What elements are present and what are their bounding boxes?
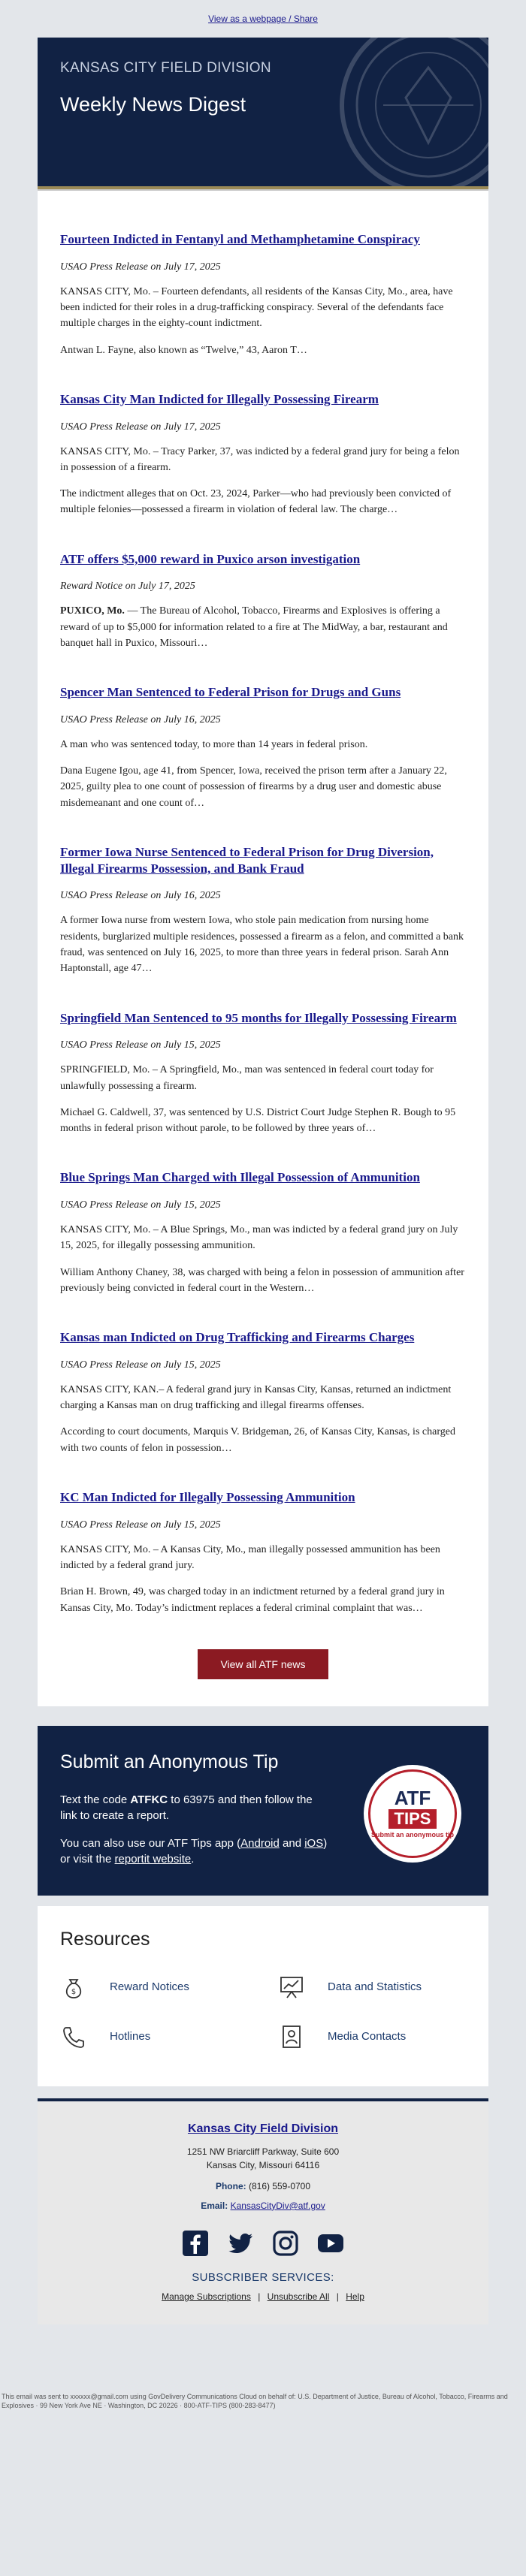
news-item-summary: Michael G. Caldwell, 37, was sentenced by U.S. District Court Judge Stephen R. Bough to 95 months in federal prison without parole, to be followed by three years of… xyxy=(60,1106,456,1135)
tip-text: to 63975 and then follow the link to create a report. xyxy=(60,1793,313,1823)
reward-notices-link[interactable] xyxy=(60,1974,189,2001)
news-item-summary: According to court documents, Marquis V. Bridgeman, 26, of Kansas City, Kansas, is charged with two counts of felon in possession… xyxy=(60,1426,455,1454)
news-item xyxy=(60,231,466,358)
news-item-meta: USAO Press Release on July 15, 2025 xyxy=(60,1519,221,1531)
news-item-meta: USAO Press Release on July 17, 2025 xyxy=(60,421,221,433)
tip-text-code xyxy=(60,1792,316,1824)
reportit-link[interactable]: reportit website xyxy=(114,1853,192,1866)
news-item-summary: KANSAS CITY, Mo. – Tracy Parker, 37, was indicted by a federal grand jury for being a felon in possession of a firearm. xyxy=(60,445,460,473)
email-label: Email: xyxy=(201,2200,228,2211)
news-item-title-link[interactable]: Kansas man Indicted on Drug Trafficking and Firearms Charges xyxy=(60,1330,415,1345)
subscriber-links xyxy=(53,2291,473,2302)
news-item xyxy=(60,1010,466,1137)
news-item-summary: Antwan L. Fayne, also known as “Twelve,” 43, Aaron T… xyxy=(60,344,307,356)
manage-subscriptions-link[interactable]: Manage Subscriptions xyxy=(162,2291,251,2302)
data-statistics-link[interactable] xyxy=(278,1974,422,2001)
news-item xyxy=(60,1489,466,1616)
email-card xyxy=(38,38,488,2324)
hotlines-link[interactable] xyxy=(60,2023,150,2050)
help-link[interactable]: Help xyxy=(346,2291,364,2302)
newsletter-title: Weekly News Digest xyxy=(60,93,246,116)
news-item-title-link[interactable]: Spencer Man Sentenced to Federal Prison for Drugs and Guns xyxy=(60,685,401,700)
footer xyxy=(38,2098,488,2324)
resources-section xyxy=(38,1906,488,2086)
tip-text: . xyxy=(191,1853,195,1866)
view-as-webpage-link[interactable]: View as a webpage / Share xyxy=(208,14,318,24)
news-item-summary: A man who was sentenced today, to more than 14 years in federal prison. xyxy=(60,738,368,750)
android-link[interactable]: Android xyxy=(240,1836,280,1850)
news-item-summary: Dana Eugene Igou, age 41, from Spencer, Iowa, received the prison term after a January 22, 2025, guilty plea to one count of possession of firearms by a drug user and domestic abuse misdemeanant and one count of… xyxy=(60,765,447,809)
facebook-icon[interactable] xyxy=(181,2229,210,2258)
news-item-title-link[interactable]: Fourteen Indicted in Fentanyl and Methamphetamine Conspiracy xyxy=(60,232,420,246)
youtube-icon[interactable] xyxy=(316,2229,345,2258)
badge-atf-text: ATF xyxy=(394,1787,431,1810)
news-item xyxy=(60,391,466,518)
news-item-summary: SPRINGFIELD, Mo. – A Springfield, Mo., man was sentenced in federal court today for unlawfully possessing a firearm. xyxy=(60,1064,434,1092)
news-item-summary xyxy=(60,603,466,651)
phone-icon xyxy=(60,2023,87,2050)
tip-text: ) or visit the xyxy=(60,1836,328,1866)
media-contacts-label: Media Contacts xyxy=(328,2030,407,2044)
footer-address-line: Kansas City, Missouri 64116 xyxy=(206,2159,320,2170)
view-all-news-button[interactable]: View all ATF news xyxy=(198,1649,328,1679)
news-item xyxy=(60,1169,466,1296)
media-contacts-link[interactable] xyxy=(278,2023,406,2050)
ios-link[interactable]: iOS xyxy=(304,1836,324,1850)
section-gap xyxy=(38,2086,488,2098)
news-item-summary: William Anthony Chaney, 38, was charged with being a felon in possession of ammunition after previously being convicted in federal court in the Western… xyxy=(60,1266,464,1294)
email-link[interactable]: KansasCityDiv@atf.gov xyxy=(230,2200,325,2211)
data-statistics-label: Data and Statistics xyxy=(328,1980,422,1994)
field-division-label: KANSAS CITY FIELD DIVISION xyxy=(60,60,271,76)
news-item-title-link[interactable]: Springfield Man Sentenced to 95 months for Illegally Possessing Firearm xyxy=(60,1010,457,1025)
news-item-summary: KANSAS CITY, Mo. – A Kansas City, Mo., man illegally possessed ammunition has been indicted by a federal grand jury. xyxy=(60,1543,440,1571)
instagram-icon[interactable] xyxy=(271,2229,300,2258)
news-item-summary: KANSAS CITY, Mo. – Fourteen defendants, all residents of the Kansas City, Mo., area, have been indicted for their roles in a drug-trafficking conspiracy. Several of the defendants face multiple charges in the eighty-count indictment. xyxy=(60,285,453,330)
tip-text: and xyxy=(279,1836,305,1850)
resources-heading: Resources xyxy=(60,1928,150,1950)
news-item-summary: KANSAS CITY, Mo. – A Blue Springs, Mo., man was indicted by a federal grand jury on July 15, 2025, for illegally possessing ammunition. xyxy=(60,1224,458,1252)
news-item-summary: A former Iowa nurse from western Iowa, who stole pain medication from nursing home residents, burglarized multiple residences, possessed a firearm as a felon, and committed a bank fraud, was sentenced on July 16, 2025, to more than three years in federal prison. Sarah Ann Haptonstall, age 47… xyxy=(60,915,464,975)
news-list xyxy=(38,191,488,1706)
section-gap xyxy=(38,1706,488,1726)
atf-tips-badge-icon[interactable] xyxy=(364,1765,461,1863)
phone-label: Phone: xyxy=(215,2180,246,2191)
contact-card-icon xyxy=(278,2023,305,2050)
news-item-meta: USAO Press Release on July 15, 2025 xyxy=(60,1359,221,1371)
dateline: PUXICO, Mo. xyxy=(60,605,125,617)
money-bag-icon xyxy=(60,1974,87,2001)
news-item-title-link[interactable]: Blue Springs Man Charged with Illegal Possession of Ammunition xyxy=(60,1170,420,1185)
view-as-webpage-bar xyxy=(0,0,526,38)
news-item-title-link[interactable]: Kansas City Man Indicted for Illegally Possessing Firearm xyxy=(60,391,379,406)
tip-text-app xyxy=(60,1835,331,1868)
footer-address-line: 1251 NW Briarcliff Parkway, Suite 600 xyxy=(186,2146,340,2157)
badge-tips-text: TIPS xyxy=(388,1809,437,1829)
presentation-chart-icon xyxy=(278,1974,305,2001)
badge-sub-text: Submit an anonymous tip xyxy=(370,1831,454,1839)
svg-text:$: $ xyxy=(71,1987,77,1996)
subscriber-services-heading: SUBSCRIBER SERVICES: xyxy=(192,2270,334,2284)
news-item-meta: Reward Notice on July 17, 2025 xyxy=(60,581,195,593)
atf-tips-badge-inner xyxy=(368,1769,457,1858)
news-item xyxy=(60,684,466,811)
summary-text: — The Bureau of Alcohol, Tobacco, Firearms and Explosives is offering a reward of up to $5,000 for information related to a fire at The MidWay, a bar, restaurant and banquet hall in Puxico, Missouri… xyxy=(60,605,448,649)
link-separator: | xyxy=(258,2291,261,2302)
section-gap xyxy=(38,1896,488,1906)
tip-heading: Submit an Anonymous Tip xyxy=(60,1751,279,1772)
news-item-meta: USAO Press Release on July 17, 2025 xyxy=(60,261,221,273)
news-item-title-link[interactable]: ATF offers $5,000 reward in Puxico arson investigation xyxy=(60,551,361,566)
tip-text: Text the code xyxy=(60,1793,131,1806)
footer-division-link[interactable]: Kansas City Field Division xyxy=(187,2122,339,2135)
link-separator: | xyxy=(336,2291,339,2302)
footer-phone xyxy=(53,2181,473,2191)
view-all-wrap xyxy=(60,1649,466,1679)
reward-notices-label: Reward Notices xyxy=(110,1980,189,1994)
delivery-disclaimer: This email was sent to xxxxxx@gmail.com using GovDelivery Communications Cloud on behalf of: U.S. Department of Justice, Bureau of Alcohol, Tobacco, Firearms and Explosives · 99 New York Ave NE · Washington, DC 20226 · 800-ATF-TIPS (800-283-8477) xyxy=(2,2392,508,2409)
twitter-icon[interactable] xyxy=(226,2229,255,2258)
social-links xyxy=(53,2229,473,2258)
unsubscribe-all-link[interactable]: Unsubscribe All xyxy=(267,2291,330,2302)
header-banner xyxy=(38,38,488,186)
news-item-meta: USAO Press Release on July 16, 2025 xyxy=(60,713,221,725)
footer-email xyxy=(53,2200,473,2211)
phone-number: (816) 559-0700 xyxy=(248,2180,311,2191)
atf-seal-watermark-icon xyxy=(338,38,488,186)
anonymous-tip-section xyxy=(38,1726,488,1896)
news-item xyxy=(60,844,466,977)
news-item-meta: USAO Press Release on July 16, 2025 xyxy=(60,890,221,902)
news-item xyxy=(60,551,466,652)
news-item-title-link[interactable]: KC Man Indicted for Illegally Possessing Ammunition xyxy=(60,1489,355,1504)
news-item-summary: KANSAS CITY, KAN.– A federal grand jury in Kansas City, Kansas, returned an indictment charging a Kansas man on drug trafficking and illegal firearms offenses. xyxy=(60,1383,452,1412)
news-item-meta: USAO Press Release on July 15, 2025 xyxy=(60,1199,221,1211)
tip-code: ATFKC xyxy=(130,1793,168,1806)
news-item-summary: The indictment alleges that on Oct. 23, 2024, Parker—who had previously been convicted of multiple felonies—possessed a firearm in violation of federal law. The charge… xyxy=(60,488,452,516)
news-item-meta: USAO Press Release on July 15, 2025 xyxy=(60,1039,221,1051)
news-item-summary: Brian H. Brown, 49, was charged today in an indictment returned by a federal grand jury in Kansas City, Mo. Today’s indictment replaces a federal criminal complaint that was… xyxy=(60,1586,445,1614)
news-item-title-link[interactable]: Former Iowa Nurse Sentenced to Federal Prison for Drug Diversion, Illegal Firearms Possession, and Bank Fraud xyxy=(60,844,434,876)
tip-text: You can also use our ATF Tips app ( xyxy=(60,1836,241,1850)
hotlines-label: Hotlines xyxy=(110,2030,151,2044)
news-item xyxy=(60,1329,466,1456)
